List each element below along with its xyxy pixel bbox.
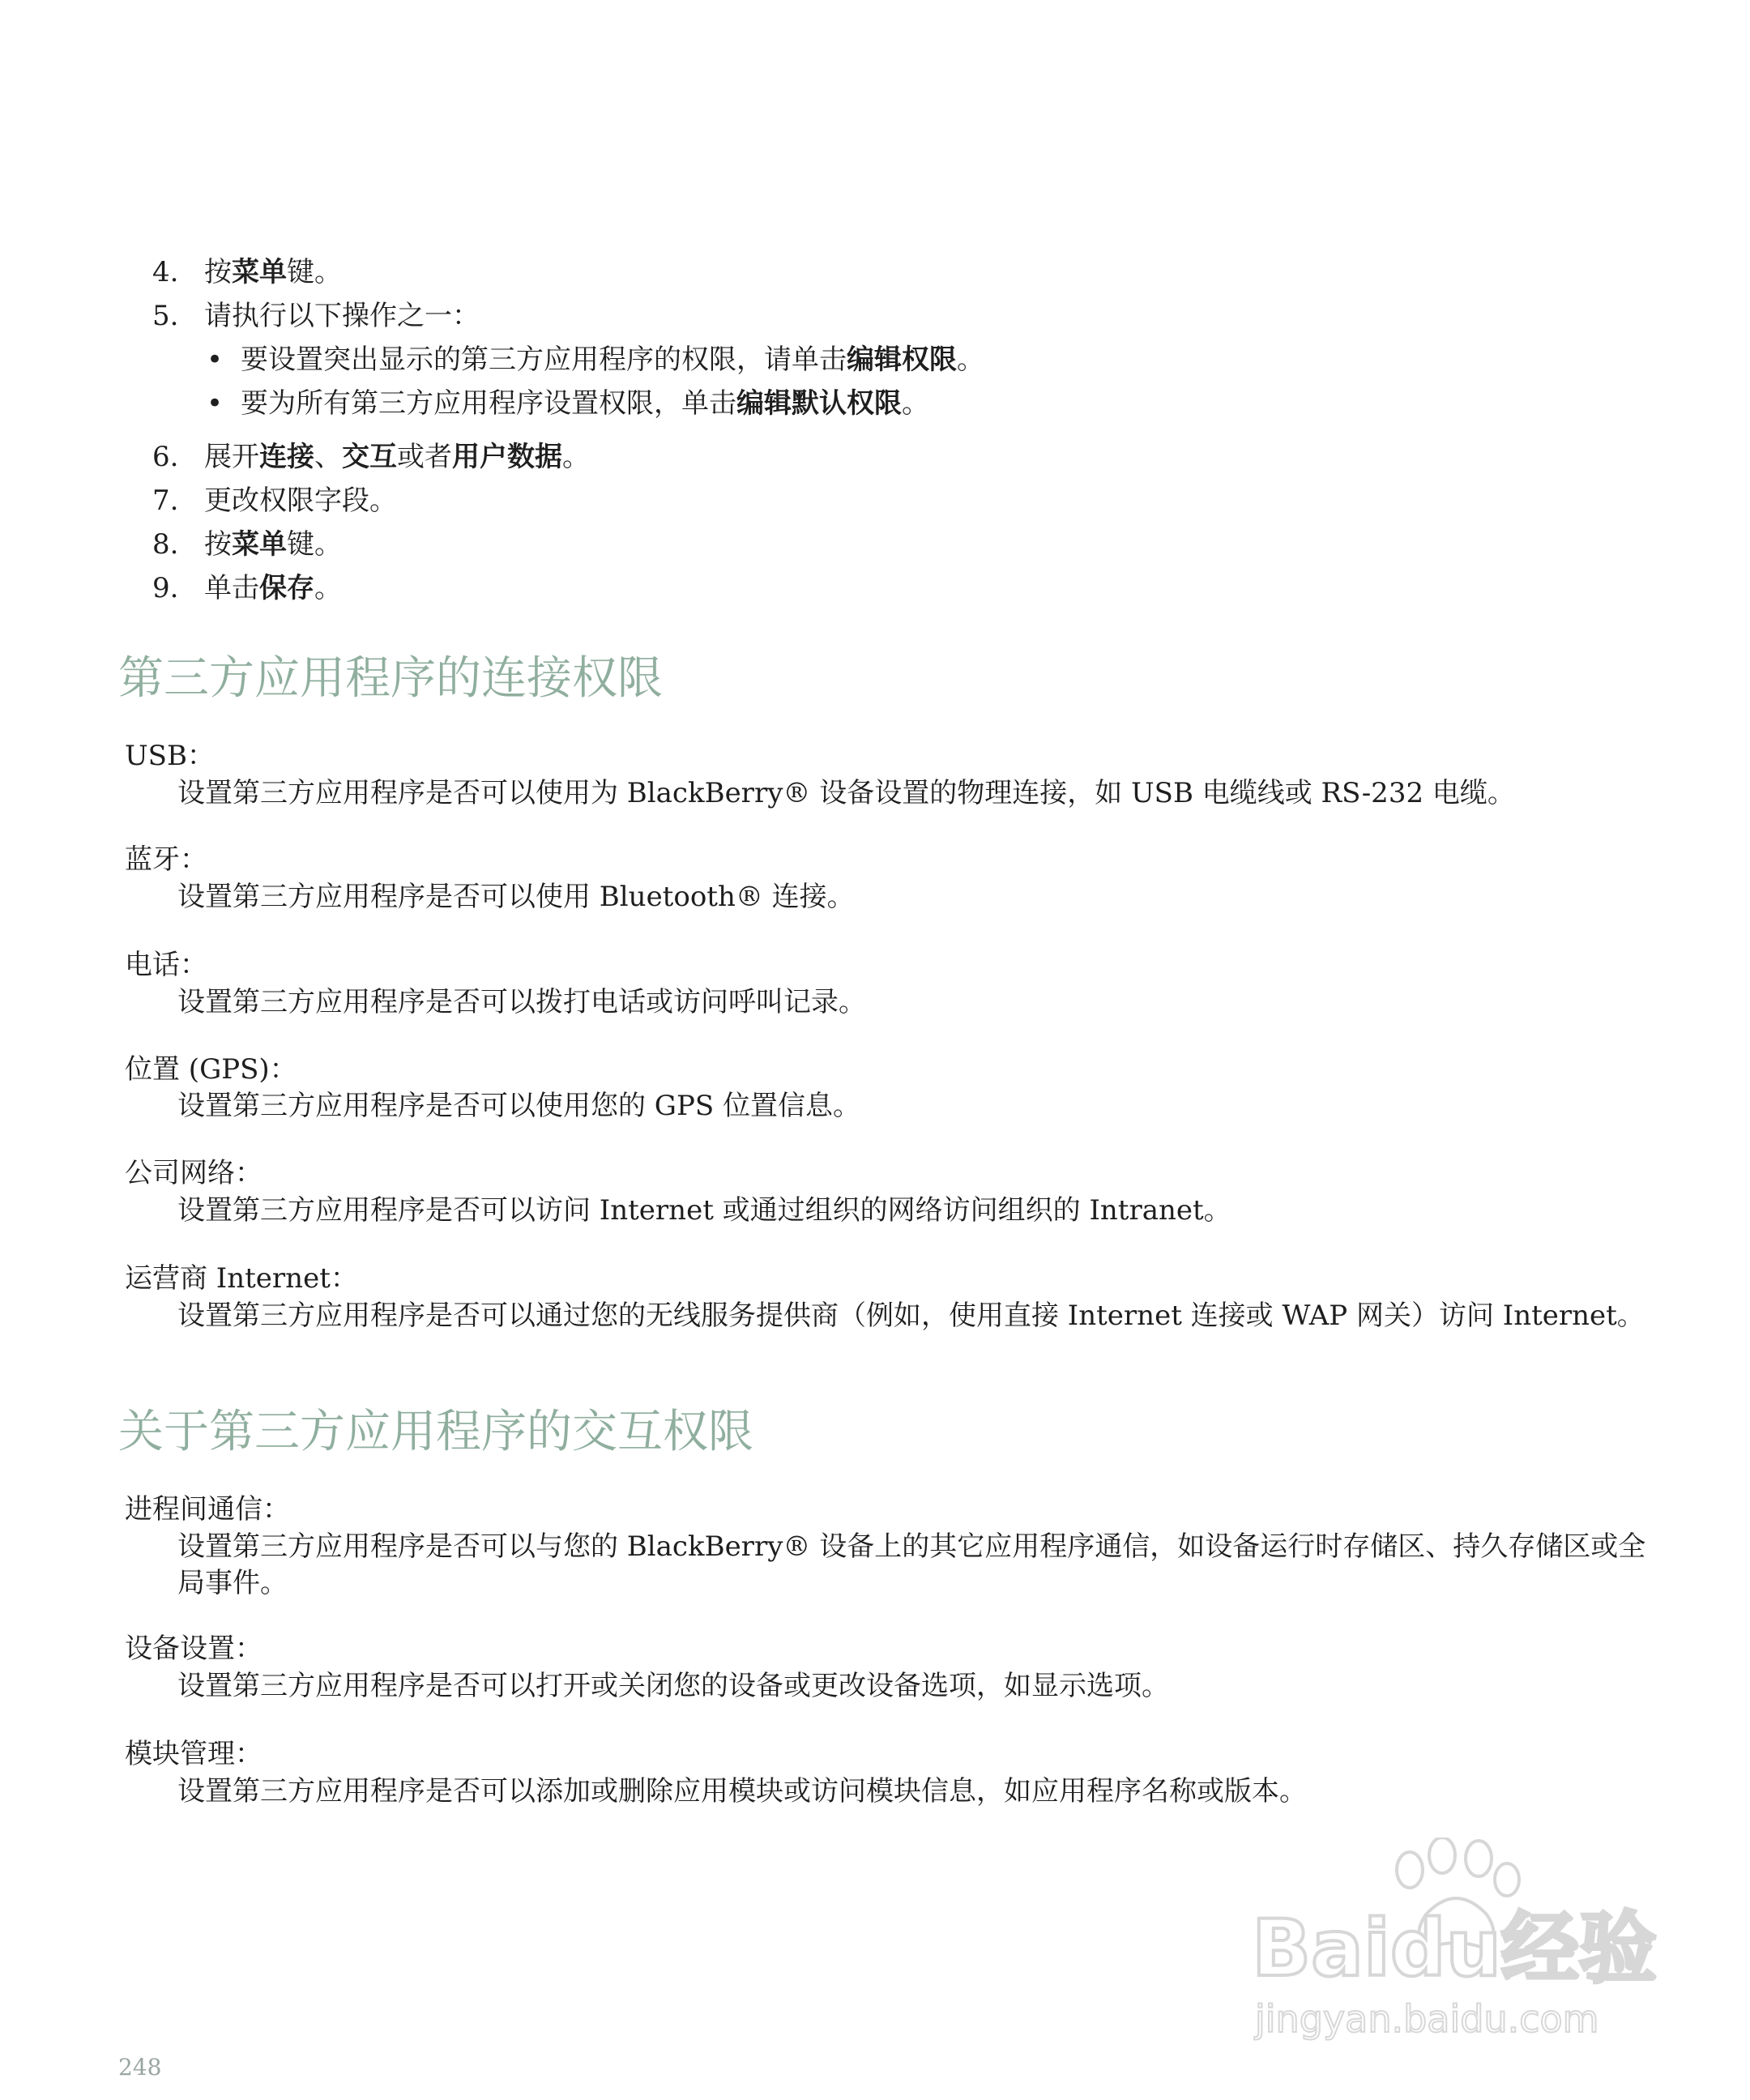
term-company-network: 公司网络： [125, 1157, 262, 1189]
definition-bluetooth: 设置第三方应用程序是否可以使用 Bluetooth® 连接。 [177, 881, 855, 913]
definition-company-network: 设置第三方应用程序是否可以访问 Internet 或通过组织的网络访问组织的 Intranet。 [177, 1194, 1231, 1227]
term-bluetooth: 蓝牙： [125, 843, 207, 876]
term-carrier-internet: 运营商 Internet： [125, 1262, 358, 1295]
term-device-settings: 设备设置： [125, 1633, 262, 1665]
section-heading-connection-permissions: 第三方应用程序的连接权限 [118, 652, 663, 705]
step-number: 5. [152, 300, 179, 332]
definition-device-settings: 设置第三方应用程序是否可以打开或关闭您的设备或更改设备选项，如显示选项。 [177, 1670, 1169, 1702]
definition-usb: 设置第三方应用程序是否可以使用为 BlackBerry® 设备设置的物理连接，如 USB 电缆线或 RS-232 电缆。 [177, 777, 1515, 809]
definition-module-management: 设置第三方应用程序是否可以添加或删除应用模块或访问模块信息，如应用程序名称或版本。 [177, 1775, 1307, 1808]
step-number: 9. [152, 572, 179, 604]
bullet-dot: • [207, 344, 224, 376]
term-location-gps: 位置 (GPS)： [125, 1053, 297, 1086]
bullet-dot: • [207, 387, 224, 420]
bullet-text: 要设置突出显示的第三方应用程序的权限，请单击编辑权限。 [241, 344, 984, 376]
step-number: 8. [152, 528, 179, 561]
definition-location-gps: 设置第三方应用程序是否可以使用您的 GPS 位置信息。 [177, 1090, 860, 1122]
step-text: 请执行以下操作之一： [204, 300, 480, 332]
page-number: 248 [118, 2054, 162, 2081]
bullet-text: 要为所有第三方应用程序设置权限，单击编辑默认权限。 [241, 387, 929, 420]
definition-carrier-internet: 设置第三方应用程序是否可以通过您的无线服务提供商（例如，使用直接 Internet 连接或 WAP 网关）访问 Internet。 [177, 1300, 1645, 1332]
definition-interprocess-communication: 设置第三方应用程序是否可以与您的 BlackBerry® 设备上的其它应用程序通信，如设备运行时存储区、持久存储区或全局事件。 [177, 1530, 1646, 1599]
term-phone: 电话： [125, 949, 207, 981]
step-number: 6. [152, 441, 179, 473]
watermark-url-text: jingyan.baidu.com [1255, 1997, 1599, 2041]
step-text: 展开连接、交互或者用户数据。 [204, 441, 590, 473]
term-module-management: 模块管理： [125, 1738, 262, 1770]
baidu-jingyan-watermark [1244, 1838, 1665, 2048]
step-text: 单击保存。 [204, 572, 342, 604]
section-heading-interaction-permissions: 关于第三方应用程序的交互权限 [118, 1406, 753, 1458]
step-number: 4. [152, 256, 179, 288]
step-text: 更改权限字段。 [204, 484, 397, 517]
step-number: 7. [152, 484, 179, 517]
step-text: 按菜单键。 [204, 256, 342, 288]
term-usb: USB： [125, 740, 215, 772]
term-interprocess-communication: 进程间通信： [125, 1493, 290, 1526]
watermark-logo-text: Baidu经验 [1252, 1903, 1657, 1994]
step-text: 按菜单键。 [204, 528, 342, 561]
definition-phone: 设置第三方应用程序是否可以拨打电话或访问呼叫记录。 [177, 986, 866, 1018]
